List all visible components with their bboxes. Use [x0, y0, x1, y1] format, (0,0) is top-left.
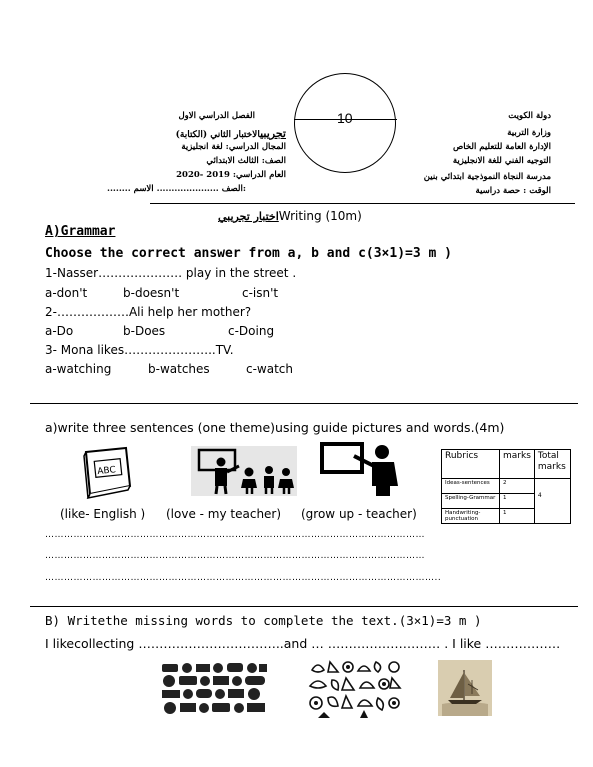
- rubric-row-name: Spelling-Grammar: [442, 494, 500, 509]
- book-icon: [80, 444, 136, 500]
- option-3c: c-watch: [246, 362, 294, 376]
- answer-line-1[interactable]: …………………………………………………………………………………………………………: [45, 530, 425, 540]
- header-semester: الفصل الدراسي الاول: [178, 111, 255, 121]
- book-label: ABC: [96, 465, 117, 478]
- section-b-text[interactable]: I likecollecting ……………………………..and … ……………………… . I like ………………: [45, 636, 561, 651]
- header-school: مدرسة النجاة النموذجية ابتدائي بنين: [423, 172, 551, 182]
- total-marks-header: Total marks: [534, 450, 570, 479]
- option-1c: c-isn't: [242, 286, 279, 300]
- header-exam-name: الاختبار الثاني (الكتابة): [175, 130, 261, 140]
- marks-header: marks: [500, 450, 535, 479]
- grammar-instruction: Choose the correct answer from a, b and c(3×1)=3 m ): [45, 246, 452, 261]
- option-1a: a-don't: [45, 286, 88, 300]
- rubric-row-mark: 1: [500, 494, 535, 509]
- grammar-heading: A)Grammar: [45, 224, 116, 239]
- header-supervision: التوجيه الفني للغة الانجليزية: [452, 156, 551, 166]
- answer-line-3[interactable]: ……………………………………………………………………………………………………………..: [45, 573, 442, 583]
- option-3a: a-watching: [45, 362, 112, 376]
- section-divider-1: [30, 403, 578, 404]
- teacher-children-icon: [191, 446, 297, 496]
- option-2a: a-Do: [45, 324, 74, 338]
- stamps-collection-image: [160, 661, 268, 717]
- option-1b: b-doesn't: [123, 286, 180, 300]
- rubrics-table: [441, 449, 571, 524]
- header-time: الوقت : حصة دراسية: [475, 186, 551, 196]
- seashells-collection-image: [306, 658, 404, 720]
- header-country: دولة الكويت: [508, 111, 551, 121]
- section-b-instruction: B) Writethe missing words to complete the text.(3×1)=3 m ): [45, 613, 482, 628]
- rubrics-header: Rubrics: [442, 450, 500, 479]
- header-year: العام الدراسي: 2019 -2020: [176, 170, 286, 180]
- question-3: 3- Mona likes…………………..TV.: [45, 343, 234, 357]
- hint-1: (like- English ): [60, 507, 146, 521]
- rubric-row-mark: 2: [500, 479, 535, 494]
- rubric-row-name: Ideas-sentences: [442, 479, 500, 494]
- header-field: المجال الدراسي: لغة انجليزية: [181, 142, 286, 152]
- header-admin: الإدارة العامة للتعليم الخاص: [453, 142, 551, 152]
- question-2: 2-………………Ali help her mother?: [45, 305, 252, 319]
- hint-2: (love - my teacher): [166, 507, 282, 521]
- header-exam-tag: تجريبي: [260, 127, 286, 140]
- section-divider-2: [30, 606, 578, 607]
- dots: .....................: [156, 184, 219, 194]
- title-arabic: اختبار تجريبي: [218, 210, 279, 223]
- header-name-row: [107, 184, 246, 194]
- dots: ........: [107, 184, 131, 194]
- rubric-row-name: Handwriting-punctuation: [442, 509, 500, 524]
- option-3b: b-watches: [148, 362, 210, 376]
- rubric-row-mark: 1: [500, 509, 535, 524]
- sailboat-image: [438, 660, 492, 716]
- answer-line-2[interactable]: …………………………………………………………………………………………………………: [45, 551, 425, 561]
- option-2c: c-Doing: [228, 324, 275, 338]
- title-english: Writing (10m): [278, 209, 362, 223]
- header-exam: [176, 127, 286, 140]
- header-name-label: الاسم:: [133, 184, 247, 194]
- hint-3: (grow up - teacher): [301, 507, 417, 521]
- header-class-label: الصف: [221, 184, 243, 194]
- header-grade: الصف: الثالث الابتدائي: [206, 156, 286, 166]
- page-title: [218, 205, 362, 224]
- writing-instruction: a)write three sentences (one theme)using guide pictures and words.(4m): [45, 420, 505, 435]
- header-rule: [150, 203, 575, 204]
- header-ministry: وزارة التربية: [507, 128, 551, 138]
- rubric-total: 4: [534, 479, 570, 524]
- score-total: 10: [337, 110, 353, 126]
- question-1: 1-Nasser………………… play in the street .: [45, 266, 297, 280]
- option-2b: b-Does: [123, 324, 166, 338]
- presenter-board-icon: [318, 440, 408, 498]
